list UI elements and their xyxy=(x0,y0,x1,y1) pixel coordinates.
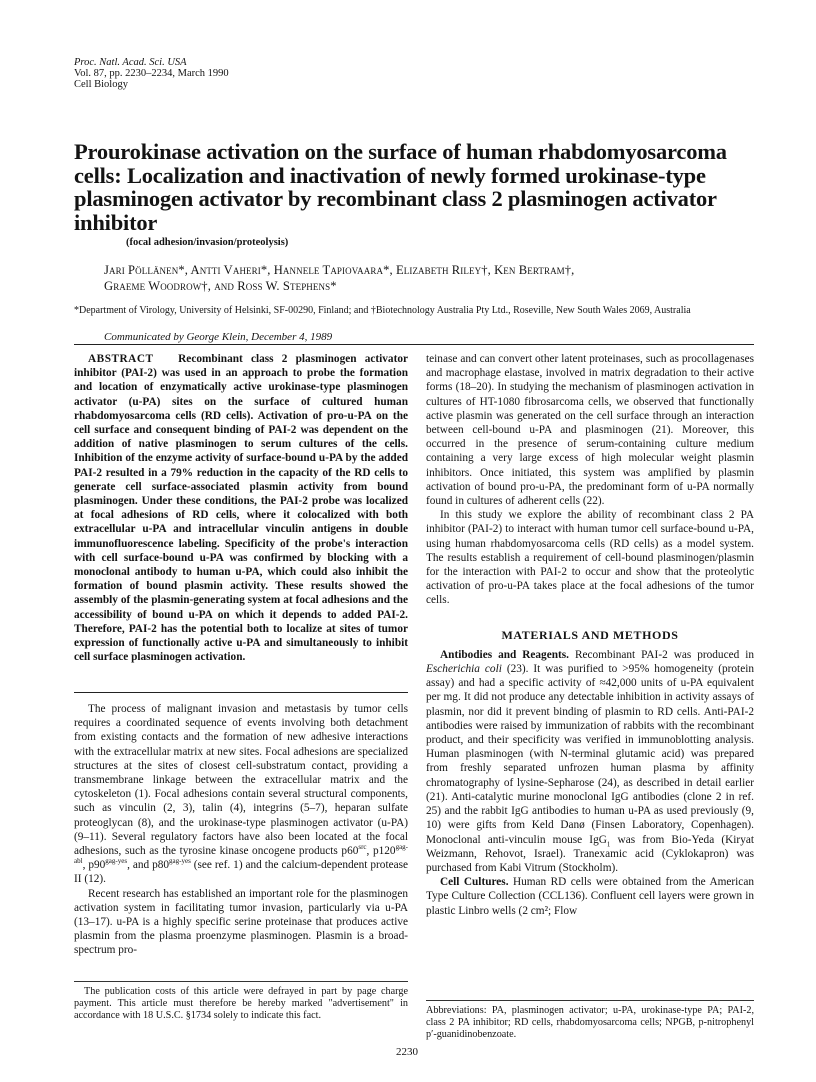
publication-footnote: The publication costs of this article were defrayed in part by page charge payment. This article must therefore be hereby marked "advertisement" in accordance with 18 U.S.C. §1734 solely to indicate this fact. xyxy=(74,986,408,1021)
abstract-divider xyxy=(74,692,408,693)
abbreviations-divider xyxy=(426,1000,754,1001)
keywords: (focal adhesion/invasion/proteolysis) xyxy=(126,237,289,248)
introduction xyxy=(74,702,408,958)
header-divider xyxy=(74,344,754,345)
footnote-divider xyxy=(74,981,408,982)
author-line-2: Graeme Woodrow†, and Ross W. Stephens* xyxy=(104,279,337,293)
section-heading: MATERIALS AND METHODS xyxy=(501,627,679,642)
superscript: gag-yes xyxy=(169,857,191,866)
subscript: 1 xyxy=(606,839,611,848)
body-text: Human RD cells were obtained from the American Type Culture Collection (CCL136). Confluent cell layers were grown in plastic Linbro wells (2 cm²; Flow xyxy=(426,876,754,917)
body-text: Recombinant PAI-2 was produced in xyxy=(569,648,755,661)
intro-text: (see ref. 1) and the calcium-dependent protease II (12). xyxy=(74,859,409,886)
journal-header xyxy=(74,57,229,90)
communicated-by: Communicated by George Klein, December 4, 1989 xyxy=(104,331,333,343)
superscript: gag-abl xyxy=(74,843,409,866)
intro-paragraph-1 xyxy=(74,702,408,887)
affiliations: *Department of Virology, University of Helsinki, SF-00290, Finland; and †Biotechnology Australia Pty Ltd., Roseville, New South Wales 2069, Australia xyxy=(74,305,691,316)
intro-text: The process of malignant invasion and metastasis by tumor cells requires a coordinated sequence of events involving both detachment from existing contacts and the formation of new adhesive interactions with the extracellular matrix at new sites. Focal adhesions are specialized structures at the sites of closest cell-substratum contact, providing a transmembrane linkage between the extracellular matrix and the cytoskeleton (1). Focal adhesions contain several structural components, such as vinculin (2, 3), talin (4), integrins (5–7), heparan sulfate proteoglycan (8), and the urokinase-type plasminogen activator (u-PA) (9–11). Several regulatory factors have also been located at the focal adhesions, such as the tyrosine kinase oncogene products p60 xyxy=(74,703,408,858)
superscript: gag-yes xyxy=(105,857,128,866)
superscript: src xyxy=(358,843,367,852)
study-paragraph: In this study we explore the ability of recombinant class 2 PA inhibitor (PAI-2) to interact with human tumor cell surface-bound u-PA, using human rhabdomyosarcoma cells (RD cells) as a model system. The results establish a requirement of cell-bound plasminogen/plasmin for the interaction with PAI-2 to occur and show that the proteolytic activation of pro-u-PA takes place at the focal adhesions of the tumor cells. xyxy=(426,509,754,607)
abstract-label: ABSTRACT xyxy=(88,353,154,365)
right-column xyxy=(426,352,754,918)
intro-paragraph-2: Recent research has established an important role for the plasminogen activation system in facilitating tumor invasion, particularly via u-PA (13–17). u-PA is a highly specific serine proteinase that produces active plasmin from the plasma proenzyme plasminogen. Plasmin is a broad-spectrum pro- xyxy=(74,887,408,957)
intro-text: , p90 xyxy=(82,859,106,872)
abstract xyxy=(74,352,408,664)
author-list xyxy=(104,262,754,294)
page-number: 2230 xyxy=(396,1046,418,1058)
article-title: Prourokinase activation on the surface of human rhabdomyosarcoma cells: Localization and inactivation of newly formed urokinase-type plasminogen activator by recombinant class 2 plasminogen activator inhibitor xyxy=(74,139,727,235)
intro-text: , p120 xyxy=(366,845,396,858)
intro-continued: teinase and can convert other latent proteinases, such as procollagenases and macrophage elastase, involved in matrix degradation to their active forms (18–20). In studying the mechanism of plasminogen activation in cultures of HT-1080 fibrosarcoma cells, we observed that functionally active plasmin was generated on the cell surface through an interaction between cell-bound u-PA and plasminogen (21). Moreover, this occurred in the presence of serum-containing culture medium containing a very large excess of high molecular weight plasmin inhibitors. Once initiated, this system was amplified by plasmin activation of bound pro-u-PA, the predominant form of u-PA normally found in cultures of adherent cells (22). xyxy=(426,353,754,508)
species-name: Escherichia coli xyxy=(426,663,502,676)
journal-name: Proc. Natl. Acad. Sci. USA xyxy=(74,57,187,68)
author-line-1: Jari Pöllänen*, Antti Vaheri*, Hannele Tapiovaara*, Elizabeth Riley†, Ken Bertram†, xyxy=(104,263,575,277)
journal-volume: Vol. 87, pp. 2230–2234, March 1990 xyxy=(74,68,229,79)
antibodies-paragraph xyxy=(426,648,754,875)
body-text: (23). It was purified to >95% homogeneity (protein assay) and had a specific activity of ≈42,000 units of u-PA equivalent per mg. It did not produce any detectable inhibition in activity assays of plasmin, nor did it prevent binding of plasmin to RD cells. Anti-PAI-2 antibodies were raised by immunization of rabbits with the recombinant product, and their specificity was verified in immunoblotting analysis. Human plasminogen (with N-terminal glutamic acid) was prepared from freshly separated unfrozen human plasma by affinity chromatography of lysine-Sepharose (24), as described in detail earlier (21). Anti-catalytic murine monoclonal IgG antibodies (clone 2 in ref. 25) and the rabbit IgG antibodies to human u-PA as used previously (9, 10) were gifts from Keld Danø (Finsen Laboratory, Copenhagen). Monoclonal anti-vinculin mouse IgG xyxy=(426,663,754,846)
intro-text: , and p80 xyxy=(127,859,170,872)
runin-heading: Antibodies and Reagents. xyxy=(440,648,569,661)
abstract-text: Recombinant class 2 plasminogen activator inhibitor (PAI-2) was used in an approach to probe the formation and location of enzymatically active urokinase-type plasminogen activator (u-PA) sites on the surface of cultured human rhabdomyosarcoma cells (RD cells). Activation of pro-u-PA on the cell surface and consequent binding of PAI-2 was dependent on the addition of native plasminogen to serum cultures of the cells. Inhibition of the enzyme activity of surface-bound u-PA by the added PAI-2 resulted in a 79% reduction in the capacity of the RD cells to generate cell surface-associated plasmin activity from bound plasminogen. Under these conditions, the PAI-2 probe was localized at focal adhesions of RD cells, where it colocalized with both extracellular u-PA and intracellular vinculin antigens in double immunofluorescence labeling. Specificity of the probe's interaction with cell surface-bound u-PA was confirmed by blocking with a monoclonal antibody to human u-PA, which could also inhibit the formation of bound plasmin activity. These results showed the assembly of the plasmin-generating system at focal adhesions and the accessibility of bound u-PA on which it depends to added PAI-2. Therefore, PAI-2 has the potential both to localize at sites of tumor expression of functionally active u-PA and simultaneously to inhibit cell surface plasminogen activation. xyxy=(74,353,408,664)
body-text: was from Bio-Yeda (Kiryat Weizmann, Rehovot, Israel). Tranexamic acid (Cyklokapron) was purchased from Kabi Vitrum (Stockholm). xyxy=(426,833,754,874)
abbreviations-footnote: Abbreviations: PA, plasminogen activator; u-PA, urokinase-type PA; PAI-2, class 2 PA inhibitor; RD cells, rhabdomyosarcoma cells; NPGB, p-nitrophenyl p′-guanidinobenzoate. xyxy=(426,1005,754,1040)
journal-section: Cell Biology xyxy=(74,79,128,90)
runin-heading: Cell Cultures. xyxy=(440,876,509,889)
cell-cultures-paragraph xyxy=(426,875,754,918)
